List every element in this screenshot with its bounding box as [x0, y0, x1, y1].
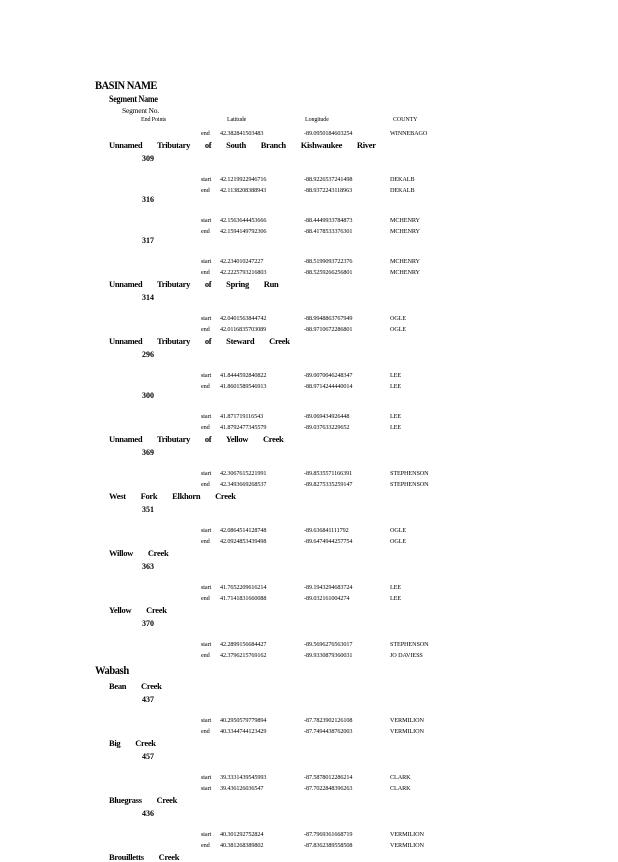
latitude-value: 41.7652209616214: [220, 584, 267, 591]
longitude-value: -89.0070046248347: [304, 372, 353, 379]
segment-name: Unnamed Tributary of South Branch Kishwaukee River: [109, 140, 376, 150]
longitude-value: -89.1943294683724: [304, 584, 353, 591]
end-point-label: end: [201, 481, 210, 488]
basin-name-header: BASIN NAME: [95, 78, 157, 92]
longitude-value: -89.8275335259147: [304, 481, 353, 488]
longitude-value: -87.7969361668719: [304, 831, 353, 838]
county-value: WINNEBAGO: [390, 130, 428, 137]
latitude-value: 42.382841503483: [220, 130, 264, 137]
latitude-value: 40.381268389802: [220, 842, 264, 849]
latitude-header: Latitude: [227, 117, 247, 123]
end-point-label: end: [201, 269, 210, 276]
segment-number: 300: [142, 391, 154, 400]
end-point-label: start: [201, 527, 212, 534]
latitude-value: 42.2225793216803: [220, 269, 267, 276]
segment-name: Brouilletts Creek: [109, 852, 180, 862]
longitude-value: -89.0950184603254: [304, 130, 353, 137]
county-value: DEKALB: [390, 176, 415, 183]
end-point-label: start: [201, 258, 212, 265]
end-point-label: end: [201, 187, 210, 194]
segment-name: Unnamed Tributary of Spring Run: [109, 279, 279, 289]
county-value: LEE: [390, 383, 402, 390]
segment-name: Yellow Creek: [109, 605, 167, 615]
latitude-value: 42.2899156684427: [220, 641, 267, 648]
basin-name: Wabash: [95, 663, 129, 677]
county-value: OGLE: [390, 527, 407, 534]
county-value: MCHENRY: [390, 258, 420, 265]
segment-number: 370: [142, 619, 154, 628]
latitude-value: 42.0864514128748: [220, 527, 267, 534]
longitude-value: -87.5878012286214: [304, 774, 353, 781]
latitude-value: 40.2950579779894: [220, 717, 267, 724]
end-point-label: end: [201, 228, 210, 235]
segment-name: Big Creek: [109, 738, 156, 748]
segment-number: 437: [142, 695, 154, 704]
county-value: VERMILION: [390, 842, 424, 849]
longitude-value: -87.7494438762003: [304, 728, 353, 735]
longitude-value: -89.6474944257754: [304, 538, 353, 545]
segment-name: Unnamed Tributary of Yellow Creek: [109, 434, 284, 444]
county-value: CLARK: [390, 785, 411, 792]
county-value: LEE: [390, 424, 402, 431]
longitude-value: -89.037633229652: [304, 424, 350, 431]
segment-number: 436: [142, 809, 154, 818]
longitude-value: -89.069434926448: [304, 413, 350, 420]
latitude-value: 42.1138208388943: [220, 187, 267, 194]
longitude-value: -88.9226537241498: [304, 176, 353, 183]
county-value: OGLE: [390, 326, 407, 333]
latitude-value: 39.3331439545993: [220, 774, 267, 781]
latitude-value: 42.3067615221991: [220, 470, 267, 477]
latitude-value: 42.0116835703089: [220, 326, 267, 333]
longitude-value: -88.4449933784873: [304, 217, 353, 224]
end-point-label: start: [201, 717, 212, 724]
county-value: VERMILION: [390, 728, 424, 735]
county-value: STEPHENSON: [390, 470, 429, 477]
segment-no-header: Segment No.: [122, 106, 159, 115]
county-value: MCHENRY: [390, 217, 420, 224]
end-point-label: end: [201, 383, 210, 390]
segment-number: 316: [142, 195, 154, 204]
longitude-value: -89.636841111792: [304, 527, 349, 534]
latitude-value: 41.7141831660088: [220, 595, 267, 602]
end-point-label: end: [201, 842, 210, 849]
end-point-label: start: [201, 176, 212, 183]
segment-number: 363: [142, 562, 154, 571]
end-point-label: start: [201, 774, 212, 781]
latitude-value: 42.0924853439498: [220, 538, 267, 545]
latitude-value: 41.871719116543: [220, 413, 264, 420]
end-point-label: start: [201, 217, 212, 224]
longitude-value: -88.9948863767949: [304, 315, 353, 322]
end-point-label: start: [201, 831, 212, 838]
segment-name: Bluegrass Creek: [109, 795, 178, 805]
longitude-value: -88.9372243118963: [304, 187, 353, 194]
end-points-header: End Points: [141, 117, 167, 123]
latitude-value: 40.3344744123429: [220, 728, 267, 735]
segment-number: 314: [142, 293, 154, 302]
longitude-value: -89.5696276563017: [304, 641, 353, 648]
end-point-label: start: [201, 584, 212, 591]
longitude-value: -89.9330879360031: [304, 652, 353, 659]
end-point-label: start: [201, 372, 212, 379]
county-value: STEPHENSON: [390, 481, 429, 488]
county-value: STEPHENSON: [390, 641, 429, 648]
latitude-value: 42.1563644453666: [220, 217, 267, 224]
county-value: JO DAVIESS: [390, 652, 423, 659]
latitude-value: 41.8792477345579: [220, 424, 267, 431]
county-value: OGLE: [390, 538, 407, 545]
latitude-value: 41.8601589546913: [220, 383, 267, 390]
county-value: CLARK: [390, 774, 411, 781]
county-value: MCHENRY: [390, 269, 420, 276]
longitude-value: -89.032161004274: [304, 595, 350, 602]
end-point-label: end: [201, 595, 210, 602]
county-header: COUNTY: [393, 117, 418, 123]
latitude-value: 42.3493669268537: [220, 481, 267, 488]
end-point-label: start: [201, 641, 212, 648]
longitude-value: -87.7022848396263: [304, 785, 353, 792]
longitude-value: -88.9710672286801: [304, 326, 353, 333]
latitude-value: 42.234010247227: [220, 258, 264, 265]
longitude-header: Longitude: [305, 117, 329, 123]
latitude-value: 42.0401563844742: [220, 315, 267, 322]
longitude-value: -88.9714244440014: [304, 383, 353, 390]
longitude-value: -87.7823902126108: [304, 717, 353, 724]
end-point-label: start: [201, 413, 212, 420]
latitude-value: 42.1594149792306: [220, 228, 267, 235]
end-point-label: end: [201, 326, 210, 333]
latitude-value: 40.301292752824: [220, 831, 264, 838]
end-point-label: end: [201, 652, 210, 659]
segment-name: Willow Creek: [109, 548, 169, 558]
county-value: LEE: [390, 595, 402, 602]
county-value: VERMILION: [390, 831, 424, 838]
segment-number: 457: [142, 752, 154, 761]
end-point-label: end: [201, 538, 210, 545]
county-value: LEE: [390, 584, 402, 591]
county-value: DEKALB: [390, 187, 415, 194]
longitude-value: -88.5259266256801: [304, 269, 353, 276]
segment-name: Bean Creek: [109, 681, 162, 691]
latitude-value: 42.3796215769162: [220, 652, 267, 659]
county-value: OGLE: [390, 315, 407, 322]
segment-number: 296: [142, 350, 154, 359]
longitude-value: -88.4178533376301: [304, 228, 353, 235]
county-value: LEE: [390, 372, 402, 379]
end-point-label: end: [201, 130, 210, 137]
segment-number: 309: [142, 154, 154, 163]
end-point-label: start: [201, 785, 212, 792]
segment-name-header: Segment Name: [109, 94, 158, 104]
segment-number: 317: [142, 236, 154, 245]
latitude-value: 39.436126036547: [220, 785, 264, 792]
county-value: VERMILION: [390, 717, 424, 724]
latitude-value: 42.1219922946716: [220, 176, 267, 183]
segment-number: 369: [142, 448, 154, 457]
end-point-label: start: [201, 315, 212, 322]
segment-name: Unnamed Tributary of Steward Creek: [109, 336, 290, 346]
end-point-label: end: [201, 728, 210, 735]
latitude-value: 41.8444592840822: [220, 372, 267, 379]
segment-number: 351: [142, 505, 154, 514]
end-point-label: start: [201, 470, 212, 477]
longitude-value: -87.8362389558508: [304, 842, 353, 849]
segment-name: West Fork Elkhorn Creek: [109, 491, 236, 501]
county-value: LEE: [390, 413, 402, 420]
end-point-label: end: [201, 424, 210, 431]
longitude-value: -89.8535571166391: [304, 470, 353, 477]
county-value: MCHENRY: [390, 228, 420, 235]
longitude-value: -88.5199093722376: [304, 258, 353, 265]
